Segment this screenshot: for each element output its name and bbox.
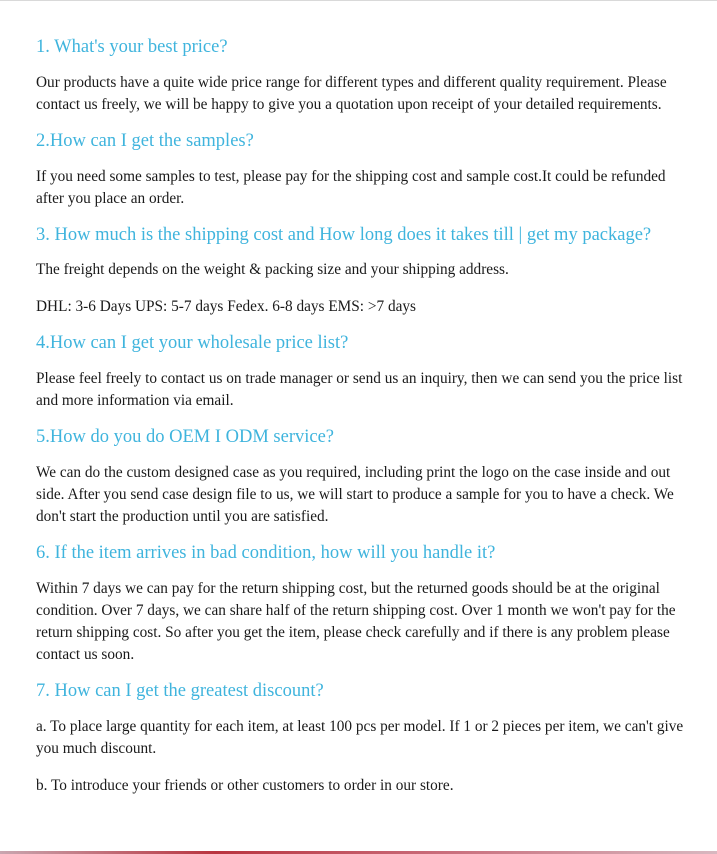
faq-question-7: 7. How can I get the greatest discount? bbox=[36, 681, 324, 701]
faq-question-4: 4.How can I get your wholesale price list? bbox=[36, 333, 349, 353]
faq-question-6: 6. If the item arrives in bad condition, how will you handle it? bbox=[36, 543, 496, 563]
faq-answer-3a: The freight depends on the weight & packing size and your shipping address. bbox=[36, 261, 509, 278]
faq-answer-5: We can do the custom designed case as you required, including print the logo on the case inside and out side. After you send case design file to us, we will start to produce a sample for you to have a check. We don't start the production until you are satisfied. bbox=[36, 464, 674, 525]
faq-answer-1: Our products have a quite wide price range for different types and different quality requirement. Please contact us freely, we will be happy to give you a quotation upon receipt of your detailed requirements. bbox=[36, 74, 667, 113]
faq-section bbox=[36, 34, 696, 797]
faq-question-1: 1. What's your best price? bbox=[36, 37, 228, 57]
top-divider bbox=[0, 0, 717, 1]
faq-answer-2: If you need some samples to test, please pay for the shipping cost and sample cost.It could be refunded after you place an order. bbox=[36, 168, 666, 207]
faq-answer-6: Within 7 days we can pay for the return shipping cost, but the returned goods should be at the original condition. Over 7 days, we can share half of the return shipping cost. Over 1 month we won't pay for the return shipping cost. So after you get the item, please check carefully and if there is any problem please contact us soon. bbox=[36, 580, 676, 663]
faq-answer-7b: b. To introduce your friends or other customers to order in our store. bbox=[36, 777, 454, 794]
faq-question-2: 2.How can I get the samples? bbox=[36, 131, 254, 151]
faq-question-5: 5.How do you do OEM I ODM service? bbox=[36, 427, 335, 447]
faq-question-3: 3. How much is the shipping cost and How long does it takes till | get my package? bbox=[36, 225, 652, 245]
faq-answer-3b: DHL: 3-6 Days UPS: 5-7 days Fedex. 6-8 days EMS: >7 days bbox=[36, 298, 416, 315]
faq-answer-7a: a. To place large quantity for each item, at least 100 pcs per model. If 1 or 2 pieces per item, we can't give you much discount. bbox=[36, 718, 684, 757]
faq-answer-4: Please feel freely to contact us on trade manager or send us an inquiry, then we can send you the price list and more information via email. bbox=[36, 370, 683, 409]
